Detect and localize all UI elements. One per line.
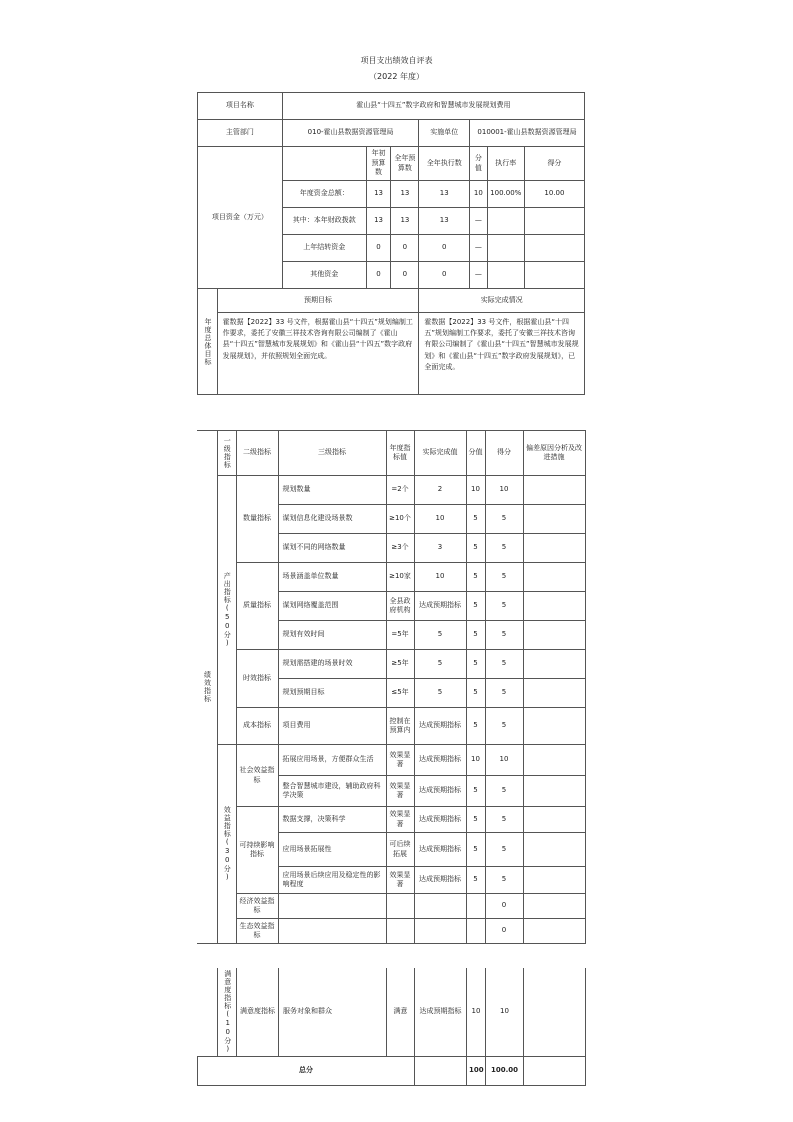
indicator-target: ≥5年: [386, 650, 414, 679]
indicator-remark: [523, 563, 585, 592]
benefit-indicators-label: 效益指标(30分): [217, 745, 236, 944]
ecological-benefit-label: 生态效益指标: [236, 919, 278, 944]
indicator-actual: [414, 919, 466, 944]
indicator-target: 可后续拓展: [386, 833, 414, 867]
funds-row-score-value: —: [470, 262, 488, 289]
indicator-remark: [523, 679, 585, 708]
indicator-remark: [523, 867, 585, 894]
satisfaction-level2-label: 满意度指标: [237, 968, 279, 1057]
header-level3: 三级指标: [278, 431, 386, 476]
indicator-actual: 达成预期指标: [414, 807, 466, 833]
funds-row-name: 上年结转资金: [282, 235, 366, 262]
indicator-remark: [523, 621, 585, 650]
indicator-score: 10: [485, 476, 523, 505]
funds-label: 项目资金（万元）: [198, 147, 283, 289]
timeliness-indicators-label: 时效指标: [236, 650, 278, 708]
header-actual: 实际完成值: [414, 431, 466, 476]
indicator-score: 5: [485, 534, 523, 563]
output-indicators-label: 产出指标(50分): [217, 476, 236, 745]
funds-row-initial: 0: [366, 235, 391, 262]
indicator-name: 谋划网络覆盖范围: [278, 592, 386, 621]
cost-indicators-label: 成本指标: [236, 708, 278, 745]
indicator-score: 5: [485, 807, 523, 833]
project-name-label: 项目名称: [198, 93, 283, 120]
indicator-name: 项目费用: [278, 708, 386, 745]
funds-header-rate: 执行率: [487, 147, 524, 181]
satisfaction-target: 满意: [387, 968, 415, 1057]
indicator-score-value: [466, 919, 485, 944]
indicator-target: [386, 894, 414, 919]
page-year: （2022 年度）: [369, 72, 424, 81]
indicator-name: 数据支撑，决策科学: [278, 807, 386, 833]
indicator-score-value: 5: [466, 807, 485, 833]
funds-header-annual: 全年预算数: [391, 147, 419, 181]
indicator-score-value: 5: [466, 621, 485, 650]
economic-benefit-label: 经济效益指标: [236, 894, 278, 919]
indicator-remark: [523, 894, 585, 919]
indicator-score: 5: [485, 833, 523, 867]
funds-row-annual: 13: [391, 181, 419, 208]
indicator-remark: [523, 650, 585, 679]
funds-row-rate: [487, 208, 524, 235]
funds-row-rate: [487, 262, 524, 289]
indicator-actual: 5: [414, 621, 466, 650]
funds-row-score-value: —: [470, 208, 488, 235]
indicator-actual: 达成预期指标: [414, 708, 466, 745]
indicator-score: 5: [485, 621, 523, 650]
funds-row-score-value: —: [470, 235, 488, 262]
indicator-score: 5: [485, 867, 523, 894]
funds-row-score: [524, 262, 584, 289]
expected-goals-text: 霍数据【2022】33 号文件，根据霍山县“十四五”规划编制工作要求，委托了安徽三祥技术咨询有限公司编制了《霍山县“十四五”智慧城市发展规划》和《霍山县“十四五”数字政府发展规划》，并依照规划全面完成。: [217, 313, 419, 395]
indicator-table: [197, 430, 586, 944]
impl-label: 实施单位: [419, 120, 470, 147]
impl-value: 010001-霍山县数据资源管理局: [470, 120, 585, 147]
total-score-value: 100: [467, 1057, 486, 1086]
indicator-target: [386, 919, 414, 944]
indicator-name: 规划预期目标: [278, 679, 386, 708]
performance-indicators-label: 绩效指标: [197, 431, 217, 944]
total-blank: [415, 1057, 467, 1086]
funds-row-initial: 13: [366, 208, 391, 235]
satisfaction-score: 10: [486, 968, 524, 1057]
indicator-score-value: 10: [466, 745, 485, 776]
indicator-score-value: [466, 894, 485, 919]
indicator-remark: [523, 534, 585, 563]
indicator-actual: [414, 894, 466, 919]
social-benefit-label: 社会效益指标: [236, 745, 278, 807]
indicator-name: 应用场景后续应用及稳定性的影响程度: [278, 867, 386, 894]
indicator-name: 拓展应用场景，方便群众生活: [278, 745, 386, 776]
indicator-actual: 达成预期指标: [414, 745, 466, 776]
indicator-score: 0: [485, 894, 523, 919]
expected-goals-label: 预期目标: [217, 289, 419, 313]
indicator-target: ≥10个: [386, 505, 414, 534]
funds-row-score: 10.00: [524, 181, 584, 208]
indicator-actual: 2: [414, 476, 466, 505]
satisfaction-level1-label: 满意度指标(10分): [218, 968, 237, 1057]
header-level1: 一级指标: [217, 431, 236, 476]
funds-row-name: 其中：本年财政拨款: [282, 208, 366, 235]
indicator-remark: [523, 505, 585, 534]
funds-row-executed: 13: [419, 208, 470, 235]
indicator-actual: 达成预期指标: [414, 592, 466, 621]
indicator-score: 5: [485, 505, 523, 534]
funds-row-annual: 13: [391, 208, 419, 235]
indicator-name: 整合智慧城市建设，辅助政府科学决策: [278, 776, 386, 807]
indicator-score: 5: [485, 679, 523, 708]
indicator-actual: 10: [414, 563, 466, 592]
header-score: 得分: [485, 431, 523, 476]
total-remark: [524, 1057, 586, 1086]
header-score-value: 分值: [466, 431, 485, 476]
indicator-remark: [523, 476, 585, 505]
indicator-score: 5: [485, 563, 523, 592]
indicator-name: 谋划信息化建设场景数: [278, 505, 386, 534]
funds-row-score: [524, 235, 584, 262]
indicator-score-value: 5: [466, 650, 485, 679]
indicator-remark: [523, 833, 585, 867]
indicator-score-value: 10: [466, 476, 485, 505]
indicator-score: 5: [485, 650, 523, 679]
funds-row-executed: 0: [419, 235, 470, 262]
actual-completion-text: 霍数据【2022】33 号文件，根据霍山县“十四五”规划编制工作要求，委托了安徽三祥技术咨询有限公司编制了《霍山县“十四五”智慧城市发展规划》和《霍山县“十四五”数字政府发展规划》，已全面完成。: [419, 313, 585, 395]
indicator-score-value: 5: [466, 776, 485, 807]
funds-header-score: 得分: [524, 147, 584, 181]
indicator-actual: 10: [414, 505, 466, 534]
funds-row-initial: 13: [366, 181, 391, 208]
indicator-name: 规划需搭建的场景时效: [278, 650, 386, 679]
project-name: 霍山县“十四五”数字政府和智慧城市发展规划费用: [282, 93, 584, 120]
indicator-score: 10: [485, 745, 523, 776]
indicator-target: ≥3个: [386, 534, 414, 563]
indicator-score: 5: [485, 776, 523, 807]
indicator-name: [278, 919, 386, 944]
indicator-name: 场景涵盖单位数量: [278, 563, 386, 592]
indicator-score-value: 5: [466, 592, 485, 621]
dept-value: 010-霍山县数据资源管理局: [282, 120, 419, 147]
header-level2: 二级指标: [236, 431, 278, 476]
indicator-actual: 3: [414, 534, 466, 563]
indicator-name: 规划数量: [278, 476, 386, 505]
satisfaction-blank-cell: [198, 968, 218, 1057]
satisfaction-table: [197, 968, 586, 1086]
indicator-target: 全县政府机构: [386, 592, 414, 621]
header-remark: 偏差原因分析及改进措施: [523, 431, 585, 476]
indicator-score-value: 5: [466, 679, 485, 708]
indicator-target: ≤5年: [386, 679, 414, 708]
funds-row-score-value: 10: [470, 181, 488, 208]
funds-header-initial: 年初预算数: [366, 147, 391, 181]
indicator-remark: [523, 776, 585, 807]
indicator-target: 效果显著: [386, 745, 414, 776]
indicator-score: 5: [485, 708, 523, 745]
annual-goals-label: 年度总体目标: [198, 289, 218, 395]
indicator-name: [278, 894, 386, 919]
quality-indicators-label: 质量指标: [236, 563, 278, 650]
indicator-name: 谋划不同的网络数量: [278, 534, 386, 563]
indicator-actual: 达成预期指标: [414, 776, 466, 807]
basic-info-table: [197, 92, 585, 395]
indicator-target: 效果显著: [386, 867, 414, 894]
funds-row-rate: [487, 235, 524, 262]
indicator-score-value: 5: [466, 534, 485, 563]
indicator-remark: [523, 745, 585, 776]
indicator-score-value: 5: [466, 708, 485, 745]
funds-blank-cell: [282, 147, 366, 181]
funds-row-name: 年度资金总额：: [282, 181, 366, 208]
indicator-remark: [523, 919, 585, 944]
indicator-target: =2个: [386, 476, 414, 505]
satisfaction-remark: [524, 968, 586, 1057]
indicator-name: 应用场景拓展性: [278, 833, 386, 867]
total-score: 100.00: [486, 1057, 524, 1086]
funds-header-executed: 全年执行数: [419, 147, 470, 181]
indicator-actual: 5: [414, 650, 466, 679]
indicator-score-value: 5: [466, 563, 485, 592]
funds-row-score: [524, 208, 584, 235]
indicator-target: ≥10家: [386, 563, 414, 592]
total-score-label: 总分: [198, 1057, 415, 1086]
funds-row-executed: 0: [419, 262, 470, 289]
funds-row-rate: 100.00%: [487, 181, 524, 208]
indicator-actual: 达成预期指标: [414, 867, 466, 894]
indicator-target: 效果显著: [386, 807, 414, 833]
indicator-score-value: 5: [466, 867, 485, 894]
indicator-target: 控制在预算内: [386, 708, 414, 745]
indicator-target: 效果显著: [386, 776, 414, 807]
indicator-score: 5: [485, 592, 523, 621]
funds-row-executed: 13: [419, 181, 470, 208]
satisfaction-score-value: 10: [467, 968, 486, 1057]
indicator-score-value: 5: [466, 833, 485, 867]
header-target: 年度指标值: [386, 431, 414, 476]
indicator-score-value: 5: [466, 505, 485, 534]
indicator-actual: 达成预期指标: [414, 833, 466, 867]
funds-row-annual: 0: [391, 235, 419, 262]
indicator-remark: [523, 708, 585, 745]
funds-row-annual: 0: [391, 262, 419, 289]
satisfaction-indicator-name: 服务对象和群众: [279, 968, 387, 1057]
funds-header-score-value: 分值: [470, 147, 488, 181]
dept-label: 主管部门: [198, 120, 283, 147]
quantity-indicators-label: 数量指标: [236, 476, 278, 563]
indicator-name: 规划有效时间: [278, 621, 386, 650]
indicator-target: =5年: [386, 621, 414, 650]
sustainability-label: 可持续影响指标: [236, 807, 278, 894]
funds-row-initial: 0: [366, 262, 391, 289]
indicator-remark: [523, 592, 585, 621]
funds-row-name: 其他资金: [282, 262, 366, 289]
actual-completion-label: 实际完成情况: [419, 289, 585, 313]
satisfaction-actual: 达成预期指标: [415, 968, 467, 1057]
indicator-actual: 5: [414, 679, 466, 708]
page-title: 项目支出绩效自评表: [360, 56, 433, 65]
indicator-remark: [523, 807, 585, 833]
indicator-score: 0: [485, 919, 523, 944]
